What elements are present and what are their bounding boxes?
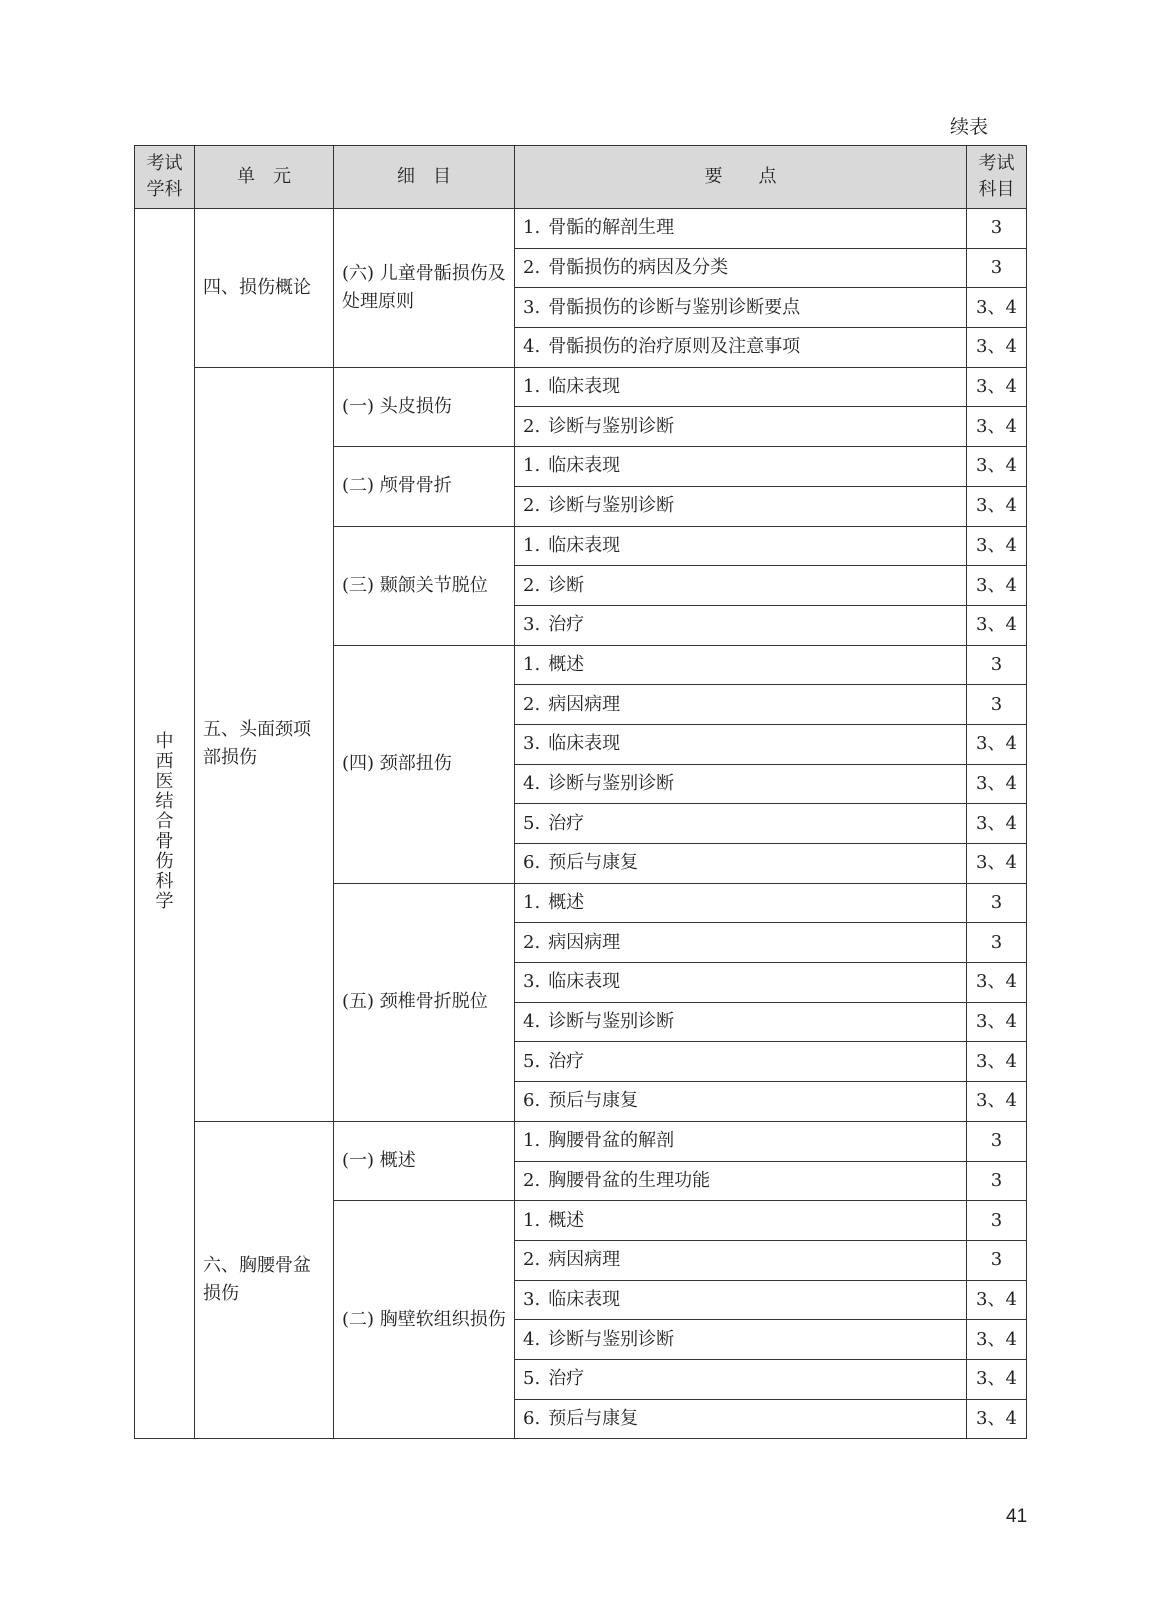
exam-subject-cell: 3、4 bbox=[967, 1359, 1027, 1399]
detail-cell: (三) 颞颌关节脱位 bbox=[334, 526, 515, 645]
exam-subject-cell: 3、4 bbox=[967, 804, 1027, 844]
point-cell bbox=[515, 685, 967, 725]
point-text: 病因病理 bbox=[548, 931, 621, 953]
point-number: 5. bbox=[523, 1050, 541, 1072]
point-number: 2. bbox=[523, 931, 541, 953]
point-cell bbox=[515, 1121, 967, 1161]
exam-subject-cell: 3、4 bbox=[967, 1399, 1027, 1439]
detail-cell: (一) 头皮损伤 bbox=[334, 367, 515, 446]
point-number: 1. bbox=[523, 455, 541, 477]
point-cell bbox=[515, 248, 967, 288]
table-header-row bbox=[135, 146, 1027, 209]
subject-cell bbox=[135, 209, 195, 1439]
point-number: 3. bbox=[523, 971, 541, 993]
point-number: 1. bbox=[523, 534, 541, 556]
point-text: 治疗 bbox=[548, 1368, 585, 1390]
exam-subject-cell: 3 bbox=[967, 1161, 1027, 1201]
point-cell bbox=[515, 804, 967, 844]
point-number: 1. bbox=[523, 217, 541, 239]
point-cell bbox=[515, 1399, 967, 1439]
point-text: 治疗 bbox=[548, 614, 585, 636]
point-number: 6. bbox=[523, 1090, 541, 1112]
exam-subject-cell: 3、4 bbox=[967, 1320, 1027, 1360]
point-text: 诊断与鉴别诊断 bbox=[548, 1011, 675, 1033]
point-text: 预后与康复 bbox=[548, 1090, 639, 1112]
unit-cell: 四、损伤概论 bbox=[195, 209, 334, 368]
point-number: 2. bbox=[523, 574, 541, 596]
point-cell bbox=[515, 328, 967, 368]
point-text: 诊断与鉴别诊断 bbox=[548, 772, 675, 794]
point-cell bbox=[515, 209, 967, 249]
table-row bbox=[135, 1121, 1027, 1161]
point-number: 3. bbox=[523, 1288, 541, 1310]
point-text: 诊断与鉴别诊断 bbox=[548, 415, 675, 437]
subject-name: 中西医结合骨伤科学 bbox=[155, 730, 174, 912]
point-text: 临床表现 bbox=[548, 1288, 621, 1310]
exam-subject-cell: 3、4 bbox=[967, 605, 1027, 645]
point-cell bbox=[515, 1320, 967, 1360]
point-cell bbox=[515, 1201, 967, 1241]
point-text: 治疗 bbox=[548, 812, 585, 834]
point-cell bbox=[515, 1002, 967, 1042]
point-text: 临床表现 bbox=[548, 455, 621, 477]
point-number: 6. bbox=[523, 1407, 541, 1429]
exam-subject-cell: 3 bbox=[967, 1240, 1027, 1280]
point-text: 骨骺损伤的治疗原则及注意事项 bbox=[548, 336, 801, 358]
exam-subject-cell: 3 bbox=[967, 685, 1027, 725]
exam-subject-cell: 3、4 bbox=[967, 724, 1027, 764]
point-cell bbox=[515, 1161, 967, 1201]
exam-subject-cell: 3、4 bbox=[967, 566, 1027, 606]
detail-cell: (六) 儿童骨骺损伤及处理原则 bbox=[334, 209, 515, 368]
point-text: 胸腰骨盆的解剖 bbox=[548, 1130, 675, 1152]
exam-subject-cell: 3、4 bbox=[967, 367, 1027, 407]
detail-cell: (一) 概述 bbox=[334, 1121, 515, 1200]
point-cell bbox=[515, 724, 967, 764]
point-number: 2. bbox=[523, 1249, 541, 1271]
table-body bbox=[135, 209, 1027, 1439]
exam-subject-cell: 3、4 bbox=[967, 1280, 1027, 1320]
point-number: 1. bbox=[523, 892, 541, 914]
point-text: 临床表现 bbox=[548, 376, 621, 398]
detail-cell: (五) 颈椎骨折脱位 bbox=[334, 883, 515, 1121]
exam-syllabus-table bbox=[134, 145, 1027, 1439]
exam-subject-cell: 3、4 bbox=[967, 328, 1027, 368]
continued-label: 续表 bbox=[949, 116, 988, 138]
header-detail: 细 目 bbox=[334, 146, 515, 209]
point-text: 病因病理 bbox=[548, 693, 621, 715]
table-row bbox=[135, 367, 1027, 407]
point-cell bbox=[515, 566, 967, 606]
point-cell bbox=[515, 1280, 967, 1320]
point-cell bbox=[515, 486, 967, 526]
point-number: 4. bbox=[523, 1328, 541, 1350]
detail-cell: (四) 颈部扭伤 bbox=[334, 645, 515, 883]
exam-subject-cell: 3、4 bbox=[967, 963, 1027, 1003]
point-cell bbox=[515, 844, 967, 884]
point-text: 病因病理 bbox=[548, 1249, 621, 1271]
point-number: 4. bbox=[523, 1011, 541, 1033]
point-number: 3. bbox=[523, 296, 541, 318]
exam-subject-cell: 3 bbox=[967, 1121, 1027, 1161]
point-text: 临床表现 bbox=[548, 534, 621, 556]
point-cell bbox=[515, 526, 967, 566]
point-number: 1. bbox=[523, 376, 541, 398]
point-cell bbox=[515, 923, 967, 963]
exam-subject-cell: 3 bbox=[967, 209, 1027, 249]
point-text: 诊断与鉴别诊断 bbox=[548, 1328, 675, 1350]
exam-subject-cell: 3、4 bbox=[967, 526, 1027, 566]
unit-cell: 五、头面颈项部损伤 bbox=[195, 367, 334, 1121]
point-cell bbox=[515, 407, 967, 447]
point-cell bbox=[515, 1042, 967, 1082]
point-number: 2. bbox=[523, 415, 541, 437]
detail-cell: (二) 颅骨骨折 bbox=[334, 447, 515, 526]
point-cell bbox=[515, 883, 967, 923]
exam-subject-cell: 3 bbox=[967, 883, 1027, 923]
point-text: 临床表现 bbox=[548, 971, 621, 993]
exam-subject-cell: 3、4 bbox=[967, 1002, 1027, 1042]
point-cell bbox=[515, 447, 967, 487]
point-cell bbox=[515, 288, 967, 328]
point-text: 骨骺损伤的病因及分类 bbox=[548, 257, 729, 279]
point-text: 概述 bbox=[548, 892, 585, 914]
point-number: 2. bbox=[523, 257, 541, 279]
exam-subject-cell: 3、4 bbox=[967, 1082, 1027, 1122]
point-text: 预后与康复 bbox=[548, 1407, 639, 1429]
unit-cell: 六、胸腰骨盆损伤 bbox=[195, 1121, 334, 1439]
header-point: 要 点 bbox=[515, 146, 967, 209]
point-text: 胸腰骨盆的生理功能 bbox=[548, 1169, 711, 1191]
point-cell bbox=[515, 764, 967, 804]
exam-subject-cell: 3、4 bbox=[967, 407, 1027, 447]
point-number: 2. bbox=[523, 693, 541, 715]
page-number: 41 bbox=[1006, 1506, 1028, 1527]
point-text: 概述 bbox=[548, 653, 585, 675]
exam-subject-cell: 3、4 bbox=[967, 1042, 1027, 1082]
exam-subject-cell: 3、4 bbox=[967, 764, 1027, 804]
point-cell bbox=[515, 963, 967, 1003]
point-text: 概述 bbox=[548, 1209, 585, 1231]
point-number: 1. bbox=[523, 1130, 541, 1152]
point-number: 3. bbox=[523, 733, 541, 755]
point-number: 1. bbox=[523, 653, 541, 675]
point-text: 骨骺的解剖生理 bbox=[548, 217, 675, 239]
header-subject: 考试学科 bbox=[135, 146, 195, 209]
point-number: 3. bbox=[523, 614, 541, 636]
point-cell bbox=[515, 367, 967, 407]
point-number: 1. bbox=[523, 1209, 541, 1231]
point-number: 4. bbox=[523, 336, 541, 358]
exam-subject-cell: 3、4 bbox=[967, 447, 1027, 487]
exam-subject-cell: 3、4 bbox=[967, 844, 1027, 884]
table-row bbox=[135, 209, 1027, 249]
point-text: 预后与康复 bbox=[548, 852, 639, 874]
point-number: 6. bbox=[523, 852, 541, 874]
point-text: 临床表现 bbox=[548, 733, 621, 755]
exam-subject-cell: 3 bbox=[967, 645, 1027, 685]
header-unit: 单 元 bbox=[195, 146, 334, 209]
point-number: 2. bbox=[523, 1169, 541, 1191]
point-text: 骨骺损伤的诊断与鉴别诊断要点 bbox=[548, 296, 801, 318]
point-cell bbox=[515, 645, 967, 685]
point-number: 4. bbox=[523, 772, 541, 794]
point-number: 5. bbox=[523, 812, 541, 834]
point-cell bbox=[515, 1082, 967, 1122]
exam-subject-cell: 3、4 bbox=[967, 486, 1027, 526]
point-text: 诊断与鉴别诊断 bbox=[548, 495, 675, 517]
point-cell bbox=[515, 1240, 967, 1280]
point-number: 5. bbox=[523, 1368, 541, 1390]
point-cell bbox=[515, 1359, 967, 1399]
exam-subject-cell: 3 bbox=[967, 923, 1027, 963]
exam-subject-cell: 3、4 bbox=[967, 288, 1027, 328]
exam-subject-cell: 3 bbox=[967, 248, 1027, 288]
point-text: 诊断 bbox=[548, 574, 585, 596]
header-exam-subject: 考试科目 bbox=[967, 146, 1027, 209]
exam-subject-cell: 3 bbox=[967, 1201, 1027, 1241]
point-number: 2. bbox=[523, 495, 541, 517]
point-text: 治疗 bbox=[548, 1050, 585, 1072]
detail-cell: (二) 胸壁软组织损伤 bbox=[334, 1201, 515, 1439]
point-cell bbox=[515, 605, 967, 645]
